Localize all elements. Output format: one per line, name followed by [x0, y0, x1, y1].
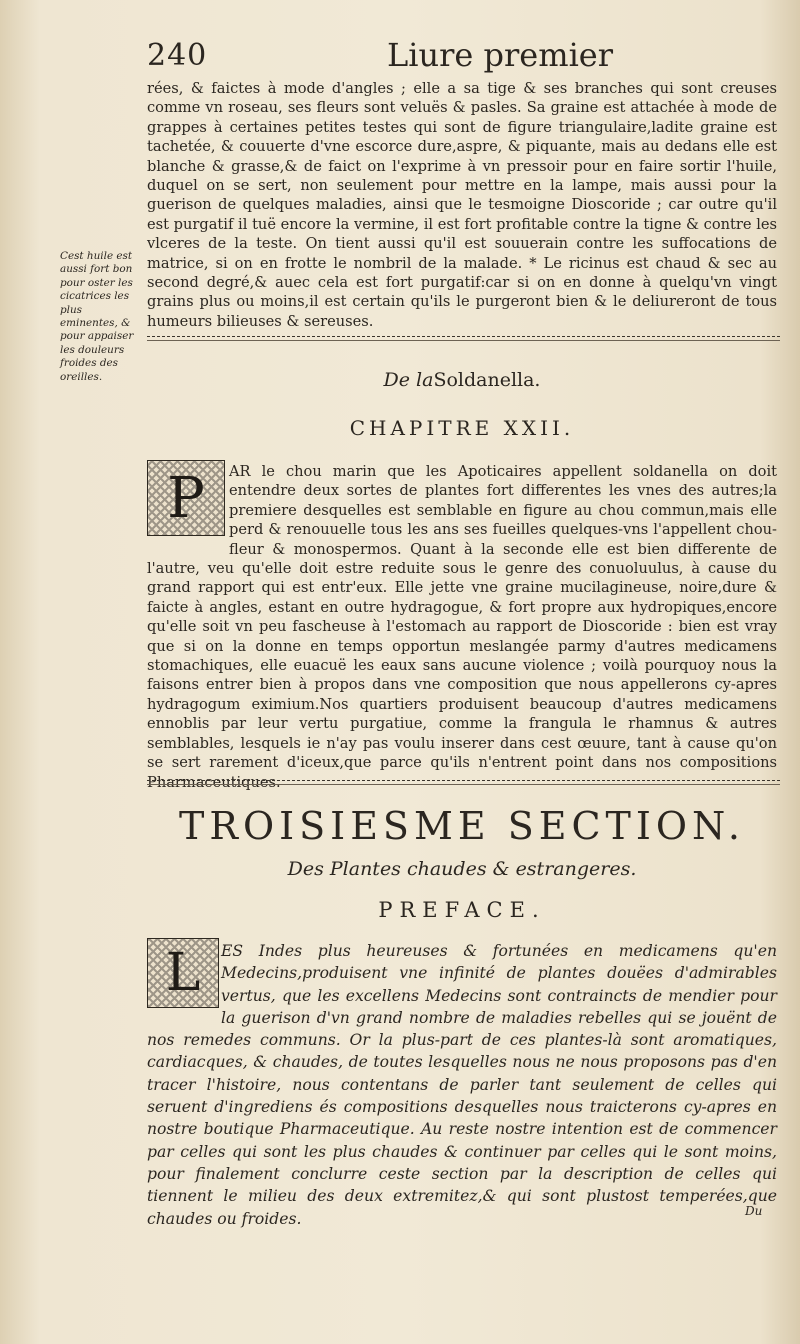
divider-rule [147, 780, 780, 785]
chapter-title [147, 369, 777, 391]
running-title: Liure premier [387, 36, 614, 74]
section-subtitle: Des Plantes chaudes & estrangeres. [287, 858, 637, 880]
section-title: TROISIESME SECTION. [179, 804, 745, 848]
chapter-text: AR le chou marin que les Apoticaires appellent soldanella on doit entendre deux sortes de plantes fort differentes les vnes des autres;la premiere desquelles est semblable en figure au chou commun,mais elle perd & renouuelle tous les ans ses fueilles quelques-vns l'appellent chou-fleur & monospermos. Quant à la seconde elle est bien differente de l'autre, veu qu'elle doit estre reduite sous le genre des conuoluulus, à cause du grand rapport qui est entr'eux. Elle jette vne graine mucilagineuse, noire,dure & faicte à angles, estant en outre hydragogue, & fort propre aux hydropiques,encore qu'elle soit vn peu fascheuse à l'estomach au rapport de Dioscoride : bien est vray que si on la donne en temps opportun meslangée parmy d'autres medicamens stomachiques, elle euacuë les eaux sans aucune violence ; voilà pourquoy nous la faisons entrer bien à propos dans vne composition que nous appellerons cy-apres hydragogum eximium.Nos quartiers produisent beaucoup d'autres medicamens ennoblis par leur vertu purgatiue, comme la frangula le rhamnus & autres semblables, lesquels ie n'ay pas voulu inserer dans cest œuure, tant à cause qu'on se sert rarement d'iceux,que parce qu'ils n'entrent point dans nos compositions Pharmaceutiques. [147, 463, 777, 791]
initial-spacer [147, 940, 221, 1010]
margin-note: Cest huile est aussi fort bon pour oster les cicatrices les plus eminentes, & pour appaiser les douleurs froides des oreilles. [60, 250, 134, 383]
initial-letter-p: P [148, 461, 224, 535]
page-header [147, 38, 767, 78]
preface-paragraph [147, 940, 777, 1230]
continued-paragraph [147, 79, 777, 331]
preface-heading: PREFACE. [378, 898, 546, 922]
catchword: Du [745, 1204, 763, 1218]
chapter-title-prefix: De la [383, 369, 434, 391]
preface-text: ES Indes plus heureuses & fortunées en medicamens qu'en Medecins,produisent vne infinité de plantes douëes d'admirables vertus, que les excellens Medecins sont contraincts de mendier pour la guerison d'vn grand nombre de maladies rebelles qui se jouënt de nos remedes communs. Or la plus-part de ces plantes-là sont aromatiques, cardiacques, & chaudes, de toutes lesquelles nous ne nous proposons pas d'en tracer l'histoire, nous contentans de parler tant seulement de celles qui seruent d'ingrediens és compositions desquelles nous traicterons cy-apres en nostre boutique Pharmaceutique. Au reste nostre intention est de commencer par celles qui sont les plus chaudes & continuer par celles qui le sont moins, pour finalement conclurre ceste section par la description de celles qui tiennent le milieu des deux extremitez,& qui sont plustost temperées,que chaudes ou froides. [147, 942, 777, 1228]
chapter-number: CHAPITRE XXII. [349, 416, 575, 440]
initial-spacer [147, 462, 229, 540]
chapter-title-name: Soldanella. [433, 369, 541, 391]
divider-rule [147, 336, 780, 341]
initial-letter-l: L [148, 939, 218, 1007]
page-number: 240 [147, 38, 208, 73]
chapter-paragraph [147, 462, 777, 792]
top-paragraph-text: rées, & faictes à mode d'angles ; elle a sa tige & ses branches qui sont creuses comme vn roseau, ses fleurs sont veluës & pasles. Sa graine est attachée à mode de grappes à certaines petites testes qui sont de figure triangulaire,ladite graine est tachetée, & couuerte d'vne escorce dure,aspre, & piquante, mais au dedans elle est blanche & grasse,& de faict on l'exprime à vn pressoir pour en faire sortir l'huile, duquel on se sert, non seulement pour mettre en la lampe, mais aussi pour la guerison de quelques maladies, ainsi que le tesmoigne Dioscoride ; car outre qu'il est purgatif il tuë encore la vermine, il est fort profitable contre la tigne & contre les vlceres de la teste. On tient aussi qu'il est souuerain contre les suffocations de matrice, si on en frotte le nombril de la malade. * Le ricinus est chaud & sec au second degré,& auec cela est fort purgatif:car si on en donne à quelqu'vn vingt grains plus ou moins,il est certain qu'ils le purgeront bien & le deliureront de tous humeurs bilieuses & sereuses. [147, 80, 777, 330]
